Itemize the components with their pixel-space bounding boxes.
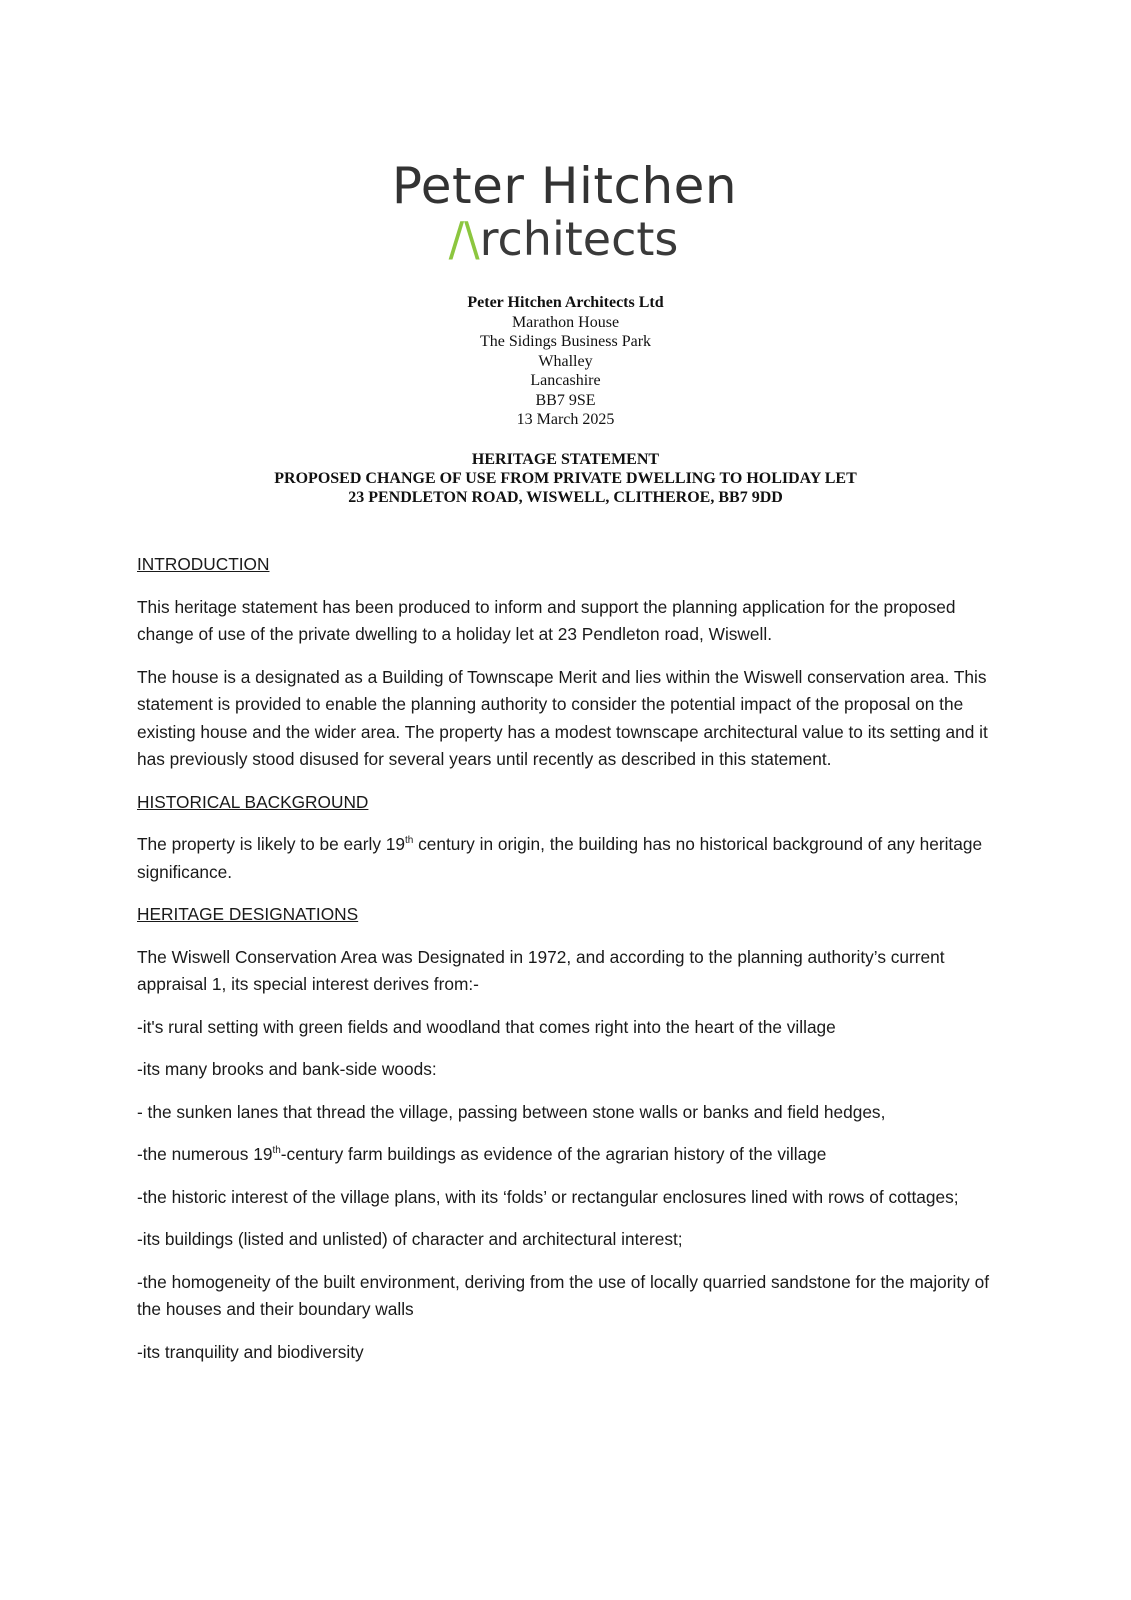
- address-block: [0, 293, 1131, 430]
- list-item: -the historic interest of the village plans, with its ‘folds’ or rectangular enclosures lined with rows of cottages;: [137, 1186, 959, 1207]
- superscript: th: [405, 835, 414, 846]
- address-line: The Sidings Business Park: [479, 333, 652, 350]
- document-heading: [0, 450, 1131, 507]
- document-body: [137, 551, 997, 1381]
- document-title: HERITAGE STATEMENT: [471, 451, 660, 468]
- list-item: [137, 1141, 997, 1169]
- text-run: -century farm buildings as evidence of the agrarian history of the village: [280, 1144, 827, 1164]
- section-title-historical: HISTORICAL BACKGROUND: [137, 791, 369, 812]
- list-item: -its many brooks and bank-side woods:: [137, 1059, 437, 1079]
- logo-accent-mark: /\: [448, 212, 480, 266]
- address-line: Marathon House: [511, 313, 620, 331]
- logo-subtitle: [0, 214, 1131, 264]
- logo-subtitle-text: rchitects: [479, 212, 679, 266]
- list-item: -its tranquility and biodiversity: [137, 1341, 364, 1362]
- company-logo: [0, 158, 1131, 264]
- address-line: BB7 9SE: [535, 391, 596, 409]
- address-line: Lancashire: [530, 372, 601, 389]
- site-address: 23 PENDLETON ROAD, WISWELL, CLITHEROE, BB7 9DD: [348, 489, 783, 506]
- company-name: Peter Hitchen Architects Ltd: [467, 294, 664, 311]
- document-date: 13 March 2025: [516, 411, 615, 428]
- text-run: -the numerous 19: [137, 1144, 273, 1164]
- paragraph: The Wiswell Conservation Area was Designated in 1972, and according to the planning authority’s current appraisal 1, its special interest derives from:-: [137, 946, 945, 994]
- list-item: -its buildings (listed and unlisted) of character and architectural interest;: [137, 1229, 683, 1249]
- text-run: The property is likely to be early 19: [137, 834, 405, 854]
- list-item: -the homogeneity of the built environment, deriving from the use of locally quarried sandstone for the majority of the houses and their boundary walls: [137, 1271, 990, 1319]
- paragraph: [137, 831, 997, 886]
- superscript: th: [272, 1145, 281, 1156]
- list-item: -it's rural setting with green fields and woodland that comes right into the heart of the village: [137, 1016, 836, 1037]
- document-subtitle: PROPOSED CHANGE OF USE FROM PRIVATE DWELLING TO HOLIDAY LET: [274, 470, 857, 487]
- text-run: century in origin, the building has no historical background of any heritage significance.: [137, 834, 983, 882]
- list-item: - the sunken lanes that thread the village, passing between stone walls or banks and field hedges,: [137, 1101, 886, 1122]
- paragraph: The house is a designated as a Building of Townscape Merit and lies within the Wiswell conservation area. This statement is provided to enable the planning authority to consider the potential impact of the proposal on the existing house and the wider area. The property has a modest townscape architectural value to its setting and it has previously stood disused for several years until recently as described in this statement.: [137, 666, 988, 769]
- section-title-introduction: INTRODUCTION: [137, 554, 270, 574]
- logo-name: Peter Hitchen: [391, 157, 738, 215]
- paragraph: This heritage statement has been produced to inform and support the planning application for the proposed change of use of the private dwelling to a holiday let at 23 Pendleton road, Wiswell.: [137, 596, 956, 644]
- section-title-designations: HERITAGE DESIGNATIONS: [137, 904, 359, 924]
- address-line: Whalley: [538, 352, 593, 370]
